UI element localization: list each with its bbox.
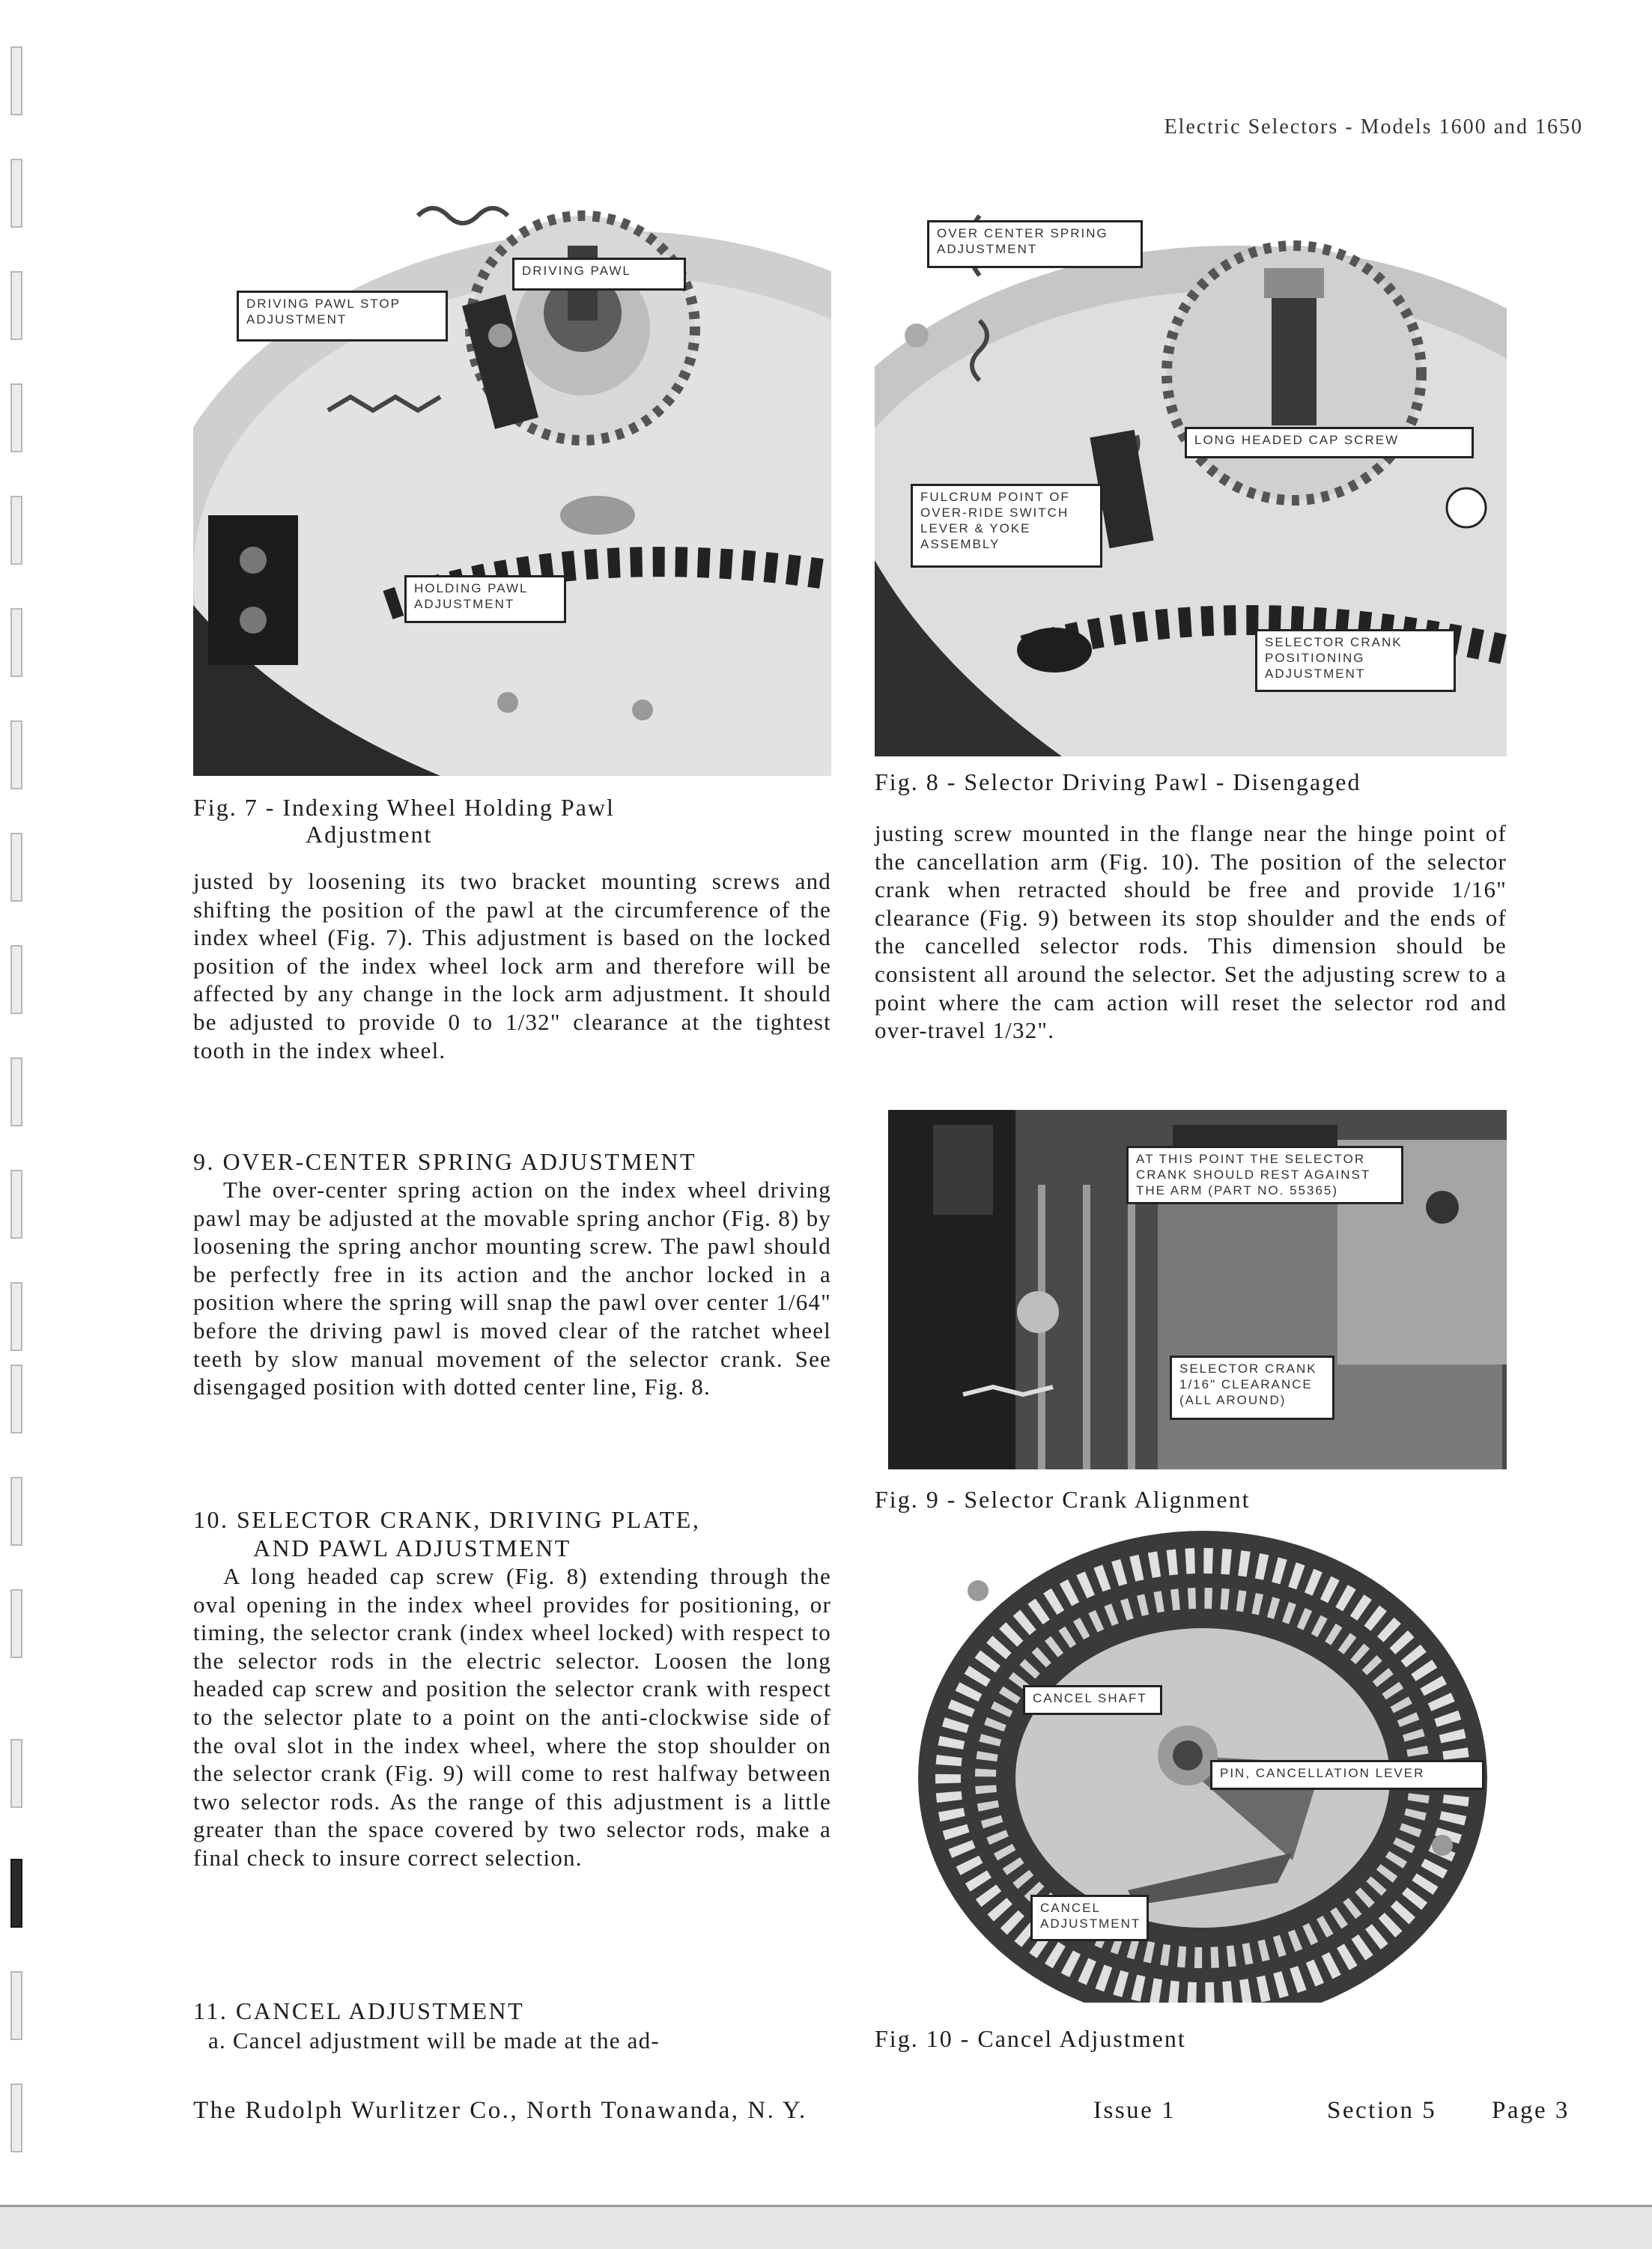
figure-7-photo bbox=[193, 186, 831, 776]
callout-long-headed-cap-screw: LONG HEADED CAP SCREW bbox=[1185, 427, 1474, 458]
figure-9-caption: Fig. 9 - Selector Crank Alignment bbox=[875, 1486, 1251, 1513]
callout-cancel-adjustment: CANCEL ADJUSTMENT bbox=[1030, 1895, 1149, 1941]
right-paragraph-continued bbox=[875, 819, 1507, 1045]
binder-hole bbox=[10, 608, 22, 677]
section-10-heading-line2: AND PAWL ADJUSTMENT bbox=[253, 1535, 571, 1561]
section-11-heading: 11. CANCEL ADJUSTMENT bbox=[193, 1997, 525, 2024]
binder-hole bbox=[10, 159, 22, 228]
section-10-text: A long headed cap screw (Fig. 8) extending through the oval opening in the index wheel provides for positioning, or timing, the selector crank (index wheel locked) with respect to the selector rods in the electric selector. Loosen the long headed cap screw and position the selector crank with respect to the selector plate to a point on the anti-clockwise side of the oval slot in the index wheel, where the stop shoulder on the selector crank (Fig. 9) will come to rest halfway between two selector rods. As the range of this adjustment is a little greater than the space covered by two selector rods, make a final check to insure correct selection. bbox=[193, 1563, 831, 1871]
binder-hole bbox=[10, 1971, 22, 2040]
figure-7-caption-line1: Fig. 7 - Indexing Wheel Holding Pawl bbox=[193, 794, 615, 821]
left-paragraph-continued bbox=[193, 867, 831, 1064]
binder-hole bbox=[10, 1170, 22, 1239]
binder-hole bbox=[10, 720, 22, 789]
callout-selector-crank-positioning: SELECTOR CRANK POSITIONING ADJUSTMENT bbox=[1255, 629, 1456, 692]
binder-hole bbox=[10, 1057, 22, 1126]
figure-7-caption-line2: Adjustment bbox=[306, 821, 433, 848]
figure-8-photo bbox=[875, 186, 1507, 756]
binder-hole bbox=[10, 1859, 22, 1928]
binder-hole bbox=[10, 46, 22, 115]
footer-section: Section 5 bbox=[1327, 2097, 1437, 2124]
scan-bottom-edge bbox=[0, 2205, 1652, 2249]
binder-hole bbox=[10, 945, 22, 1014]
section-11-item-a bbox=[193, 2027, 831, 2055]
binder-hole bbox=[10, 271, 22, 340]
callout-driving-pawl-stop-adjustment: DRIVING PAWL STOP ADJUSTMENT bbox=[237, 291, 448, 342]
figure-10-photo bbox=[903, 1531, 1507, 2003]
callout-cancel-shaft: CANCEL SHAFT bbox=[1023, 1685, 1162, 1715]
binder-hole bbox=[10, 1282, 22, 1351]
binder-hole bbox=[10, 1739, 22, 1808]
callout-fulcrum-point: FULCRUM POINT OF OVER-RIDE SWITCH LEVER & YOKE ASSEMBLY bbox=[911, 484, 1102, 568]
callout-driving-pawl: DRIVING PAWL bbox=[512, 258, 686, 291]
figure-9-photo bbox=[888, 1110, 1507, 1469]
binder-hole bbox=[10, 1589, 22, 1658]
callout-holding-pawl-adjustment: HOLDING PAWL ADJUSTMENT bbox=[404, 575, 566, 623]
section-9-body bbox=[193, 1176, 831, 1401]
section-9-heading: 9. OVER-CENTER SPRING ADJUSTMENT bbox=[193, 1148, 697, 1175]
binder-hole bbox=[10, 833, 22, 902]
callout-selector-crank-rest: AT THIS POINT THE SELECTOR CRANK SHOULD REST AGAINST THE ARM (PART NO. 55365) bbox=[1126, 1146, 1403, 1204]
left-paragraph-text: justed by loosening its two bracket mounting screws and shifting the position of the pawl at the circumference of the index wheel (Fig. 7). This adjustment is based on the locked position of the index wheel lock arm and therefore will be affected by any change in the lock arm adjustment. It should be adjusted to provide 0 to 1/32" clearance at the tightest tooth in the index wheel. bbox=[193, 868, 831, 1063]
binder-hole bbox=[10, 383, 22, 452]
callout-selector-crank-clearance: SELECTOR CRANK 1/16" CLEARANCE (ALL AROUND) bbox=[1170, 1356, 1334, 1420]
right-paragraph-text: justing screw mounted in the flange near the hinge point of the cancellation arm (Fig. 10). The position of the selector crank when retracted should be free and provide 1/16" clearance (Fig. 9) between its stop shoulder and the ends of the cancelled selector rods. This dimension should be consistent all around the selector. Set the adjusting screw to a point where the cam action will reset the selector rod and over-travel 1/32". bbox=[875, 820, 1507, 1044]
section-10-heading bbox=[193, 1505, 831, 1562]
running-header: Electric Selectors - Models 1600 and 1650 bbox=[1164, 115, 1583, 139]
binder-hole bbox=[10, 1365, 22, 1433]
section-9-text: The over-center spring action on the index wheel driving pawl may be adjusted at the movable spring anchor (Fig. 8) by loosening the spring anchor mounting screw. The pawl should be perfectly free in its action and the anchor locked in a position where the spring will snap the pawl over center 1/64" before the driving pawl is moved clear of the ratchet wheel teeth by slow manual movement of the selector crank. See disengaged position with dotted center line, Fig. 8. bbox=[193, 1177, 831, 1400]
footer-issue: Issue 1 bbox=[1093, 2097, 1176, 2124]
figure-10-caption: Fig. 10 - Cancel Adjustment bbox=[875, 2025, 1186, 2052]
footer-page: Page 3 bbox=[1492, 2097, 1570, 2124]
figure-7-caption bbox=[193, 794, 831, 848]
binder-margin bbox=[0, 0, 33, 2194]
section-10-body bbox=[193, 1562, 831, 1872]
binder-hole bbox=[10, 1477, 22, 1546]
callout-over-center-spring-adjustment: OVER CENTER SPRING ADJUSTMENT bbox=[927, 220, 1143, 268]
section-11-item-a-text: a. Cancel adjustment will be made at the ad- bbox=[208, 2027, 660, 2054]
section-10-heading-line1: 10. SELECTOR CRANK, DRIVING PLATE, bbox=[193, 1506, 701, 1533]
callout-pin-cancellation-lever: PIN, CANCELLATION LEVER bbox=[1210, 1760, 1484, 1790]
binder-hole bbox=[10, 2083, 22, 2152]
binder-hole bbox=[10, 496, 22, 565]
figure-8-caption: Fig. 8 - Selector Driving Pawl - Disengaged bbox=[875, 768, 1361, 795]
footer-company: The Rudolph Wurlitzer Co., North Tonawanda, N. Y. bbox=[193, 2097, 807, 2124]
page-footer bbox=[193, 2097, 1583, 2130]
